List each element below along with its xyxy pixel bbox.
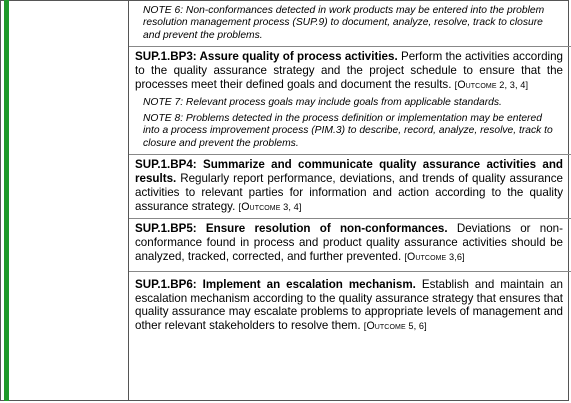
bp3-text: Perform the activities according to the quality assurance strategy and the project schedule to ensure that the processes meet their defined goals and document the results. (135, 50, 563, 91)
bp4-text: Regularly report performance, deviations, and trends of quality assurance activities to relevant parties for information and action according to the quality assurance strategy. (135, 172, 563, 213)
bp6-outcome: [Outcome 5, 6] (363, 320, 427, 333)
note-8: NOTE 8: Problems detected in the process definition or implementation may be entered into a process improvement process (PIM.3) to describe, record, analyze, resolve, track to closure and prevent the problems. (143, 113, 553, 149)
bp4-title: SUP.1.BP4: Summarize and communicate quality assurance activities and results. (135, 158, 563, 186)
bp4-outcome: [Outcome 3, 4] (238, 200, 302, 213)
bp6-text: Establish and maintain an escalation mechanism according to the quality assurance strategy that ensures that quality assurance may escalate problems to appropriate levels of management and other relevant stakeholders to resolve them. (135, 277, 563, 333)
left-column (0, 0, 129, 401)
bp3-outcome: [Outcome 2, 3, 4] (454, 78, 529, 91)
content-cell (135, 5, 563, 334)
bp6-title: SUP.1.BP6: Implement an escalation mechanism. (135, 277, 416, 291)
bp5-paragraph (135, 222, 563, 264)
bp6-paragraph (135, 278, 563, 334)
note-7: NOTE 7: Relevant process goals may include goals from applicable standards. (143, 96, 502, 108)
bp3-paragraph (135, 50, 563, 92)
bp3-title: SUP.1.BP3: Assure quality of process activities. (135, 50, 398, 64)
green-margin-bar (4, 0, 9, 401)
bp5-outcome: [Outcome 3,6] (404, 251, 465, 264)
note-6: NOTE 6: Non-conformances detected in work products may be entered into the problem resolution management process (SUP.9) to document, analyze, resolve, track to closure and prevent the problems. (143, 5, 545, 41)
bp5-text: Deviations or non-conformance found in process and product quality assurance activities should be analyzed, tracked, corrected, and further prevented. (135, 222, 563, 264)
bp5-title: SUP.1.BP5: Ensure resolution of non-conformances. (135, 222, 448, 236)
bp4-paragraph (135, 158, 563, 214)
